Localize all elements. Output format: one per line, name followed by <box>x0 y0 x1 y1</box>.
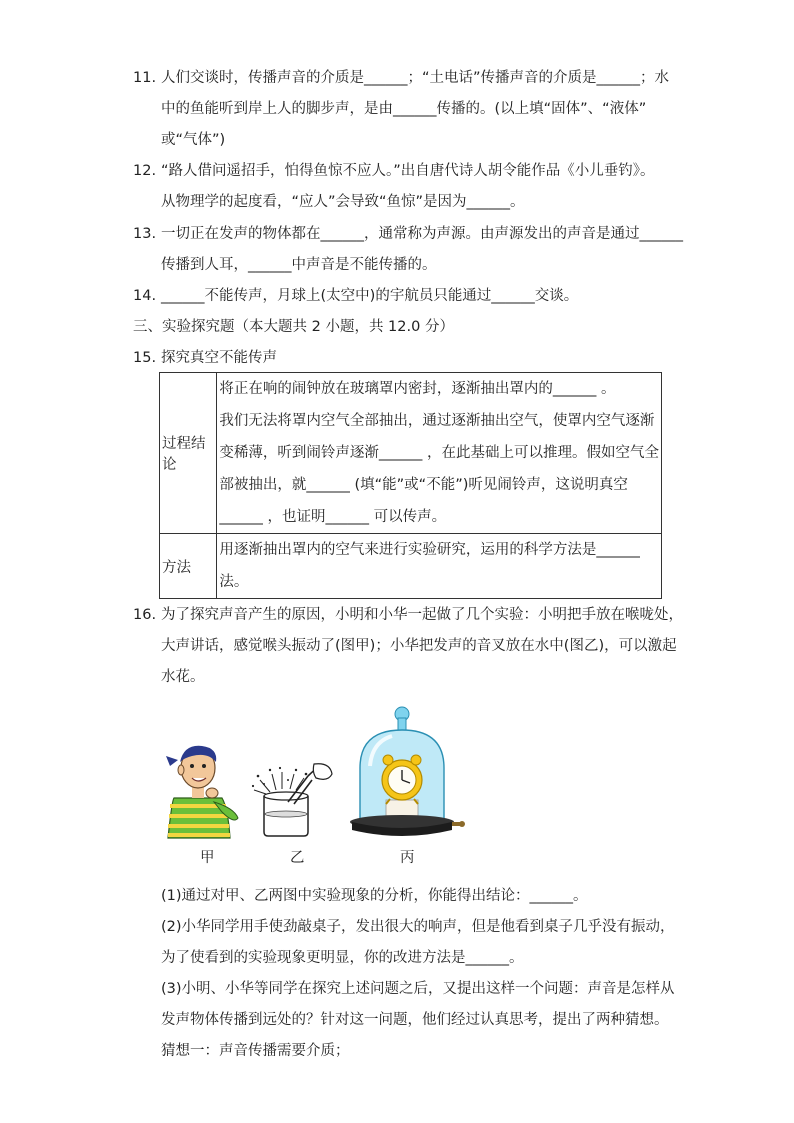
figure-caption-bing: 丙 <box>400 850 415 866</box>
question-15-title: 探究真空不能传声 <box>161 350 277 366</box>
question-11-line-3: 或“气体”) <box>161 132 226 148</box>
experiment-table <box>159 372 662 599</box>
question-number: 15. <box>133 350 157 366</box>
question-12-line-2: 从物理学的起度看，“应人”会导致“鱼惊”是因为______。 <box>161 194 525 210</box>
question-12-line-1: “路人借问遥招手，怕得鱼惊不应人。”出自唐代诗人胡令能作品《小儿垂钓》。 <box>161 163 655 179</box>
sub-question-2-line-2: 为了使看到的实验现象更明显，你的改进方法是______。 <box>161 950 524 966</box>
table-line: 变稀薄，听到闹铃声逐渐______ ，在此基础上可以推理。假如空气全 <box>219 445 659 461</box>
table-line: 我们无法将罩内空气全部抽出，通过逐渐抽出空气，使罩内空气逐渐 <box>219 413 655 429</box>
question-16-line-3: 水花。 <box>161 669 205 685</box>
question-number: 11. <box>133 70 157 86</box>
question-11-line-1: 人们交谈时，传播声音的介质是______；“土电话”传播声音的介质是______；水 <box>161 70 670 86</box>
question-number: 16. <box>133 607 157 623</box>
bell-jar-alarm-clock-illustration <box>348 704 466 842</box>
sub-question-3-line-2: 发声物体传播到远处的？针对这一问题，他们经过认真思考，提出了两种猜想。 <box>161 1012 669 1028</box>
table-row <box>160 534 662 599</box>
table-row <box>160 373 662 534</box>
question-number: 14. <box>133 288 157 304</box>
figure-caption-yi: 乙 <box>290 850 305 866</box>
question-number: 13. <box>133 226 157 242</box>
sub-question-2-line-1: (2)小华同学用手使劲敲桌子，发出很大的响声，但是他看到桌子几乎没有振动， <box>161 919 675 935</box>
row-label: 过程结论 <box>160 373 217 534</box>
table-line: 法。 <box>219 574 249 590</box>
question-13-line-2: 传播到人耳，______中声音是不能传播的。 <box>161 257 437 273</box>
sub-question-3-line-1: (3)小明、小华等同学在探究上述问题之后，又提出这样一个问题：声音是怎样从 <box>161 981 675 997</box>
tuning-fork-water-illustration <box>250 762 336 838</box>
table-line: ______ ，也证明______ 可以传声。 <box>219 509 447 525</box>
question-number: 12. <box>133 163 157 179</box>
question-16-line-1: 为了探究声音产生的原因，小明和小华一起做了几个实验：小明把手放在喉咙处， <box>161 607 683 623</box>
section-heading: 三、实验探究题（本大题共 2 小题，共 12.0 分） <box>133 319 454 335</box>
question-13-line-1: 一切正在发声的物体都在______，通常称为声源。由声源发出的声音是通过______ <box>161 226 683 242</box>
table-line: 用逐渐抽出罩内的空气来进行实验研究，运用的科学方法是______ <box>219 542 640 558</box>
question-14-line-1: ______不能传声，月球上(太空中)的宇航员只能通过______交谈。 <box>161 288 579 304</box>
hypothesis-1: 猜想一：声音传播需要介质； <box>161 1043 350 1059</box>
question-16-line-2: 大声讲话，感觉喉头振动了(图甲)；小华把发声的音叉放在水中(图乙)，可以激起 <box>161 638 677 654</box>
table-line: 部被抽出，就______ (填“能”或“不能”)听见闹铃声，这说明真空 <box>219 477 628 493</box>
row-label: 方法 <box>160 534 217 599</box>
sub-question-1: (1)通过对甲、乙两图中实验现象的分析，你能得出结论：______。 <box>161 888 588 904</box>
boy-speaking-illustration <box>160 738 244 844</box>
figure-caption-jia: 甲 <box>200 850 215 866</box>
question-11-line-2: 中的鱼能听到岸上人的脚步声，是由______传播的。(以上填“固体”、“液体” <box>161 101 647 117</box>
row-content <box>217 373 662 534</box>
table-line: 将正在响的闹钟放在玻璃罩内密封，逐渐抽出罩内的______ 。 <box>219 381 616 397</box>
row-content <box>217 534 662 599</box>
